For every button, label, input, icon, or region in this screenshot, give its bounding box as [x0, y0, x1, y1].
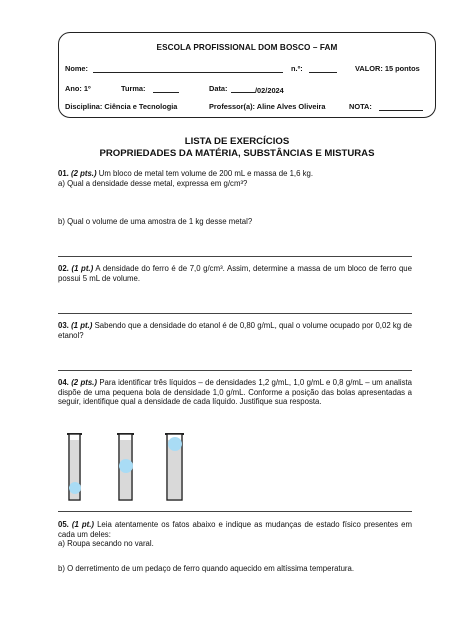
- q5-item-a: a) Roupa secando no varal.: [58, 539, 154, 549]
- separator-3: [58, 370, 412, 371]
- number-label: n.º:: [291, 64, 303, 73]
- subject-label: Disciplina: Ciência e Tecnologia: [65, 102, 178, 111]
- name-label: Nome:: [65, 64, 88, 73]
- tube-3: [165, 434, 184, 500]
- ball-middle: [119, 459, 133, 473]
- q1-item-a: a) Qual a densidade desse metal, expressa em g/cm³?: [58, 178, 248, 188]
- header-box: [58, 32, 436, 118]
- q4-points: (2 pts.): [71, 378, 97, 387]
- q4-text: Para identificar três líquidos – de densidades 1,2 g/mL, 1,0 g/mL e 0,8 g/mL – um analista dispõe de uma pequena bola de densidade 1,0 g/mL. Conforme a posição das bolas apresentadas a seguir, identifique qual a densidade de cada líquido. Justifique sua resposta.: [58, 378, 413, 407]
- date-label: Data:: [209, 84, 228, 93]
- name-field[interactable]: [93, 64, 283, 73]
- q2-points: (1 pt.): [71, 264, 94, 273]
- school-name: ESCOLA PROFISSIONAL DOM BOSCO – FAM: [156, 43, 338, 52]
- q5-item-b: b) O derretimento de um pedaço de ferro quando aquecido em altíssima temperatura.: [58, 564, 355, 573]
- ball-bottom: [69, 482, 81, 494]
- teacher-label: Professor(a): Aline Alves Oliveira: [209, 102, 326, 111]
- question-5: [58, 520, 412, 549]
- q5-points: (1 pt.): [71, 520, 95, 529]
- year-label: Ano: 1º: [65, 84, 91, 93]
- date-day-field[interactable]: [231, 84, 255, 93]
- q4-number: 04.: [58, 378, 69, 387]
- q1-points: (2 pts.): [71, 169, 97, 178]
- q3-points: (1 pt.): [71, 321, 93, 330]
- q2-text: A densidade do ferro é de 7,0 g/cm³. Assim, determine a massa de um bloco de ferro que possui 5 mL de volume.: [58, 264, 412, 283]
- value-label: VALOR: 15 pontos: [355, 64, 420, 73]
- grade-label: NOTA:: [349, 102, 372, 111]
- class-field[interactable]: [153, 84, 179, 93]
- date-value: /02/2024: [255, 86, 284, 95]
- q5-number: 05.: [58, 520, 69, 529]
- tubes-illustration: [60, 424, 220, 504]
- separator-2: [58, 313, 412, 314]
- header-row-date: [59, 84, 435, 96]
- ball-top: [168, 437, 182, 451]
- separator-1: [58, 256, 412, 257]
- list-subtitle: PROPRIEDADES DA MATÉRIA, SUBSTÂNCIAS E MISTURAS: [99, 148, 375, 159]
- grade-field[interactable]: [379, 102, 423, 111]
- q2-number: 02.: [58, 264, 69, 273]
- question-4: [58, 378, 412, 407]
- header-row-name: [59, 64, 435, 76]
- q1-item-b: b) Qual o volume de uma amostra de 1 kg desse metal?: [58, 217, 253, 226]
- tube-2: [117, 434, 134, 500]
- q5-text: Leia atentamente os fatos abaixo e indique as mudanças de estado físico presentes em cada um deles:: [58, 520, 412, 539]
- class-label: Turma:: [121, 84, 146, 93]
- q3-text: Sabendo que a densidade do etanol é de 0,80 g/mL, qual o volume ocupado por 0,02 kg de etanol?: [58, 321, 413, 340]
- question-3: [58, 321, 412, 340]
- q3-number: 03.: [58, 321, 69, 330]
- list-title: LISTA DE EXERCÍCIOS: [184, 136, 290, 147]
- q1-text: Um bloco de metal tem volume de 200 mL e massa de 1,6 kg.: [98, 169, 313, 178]
- q1-number: 01.: [58, 169, 69, 178]
- tube-1: [67, 434, 82, 500]
- header-row-subject: [59, 102, 435, 114]
- question-2: [58, 264, 412, 283]
- number-field[interactable]: [309, 64, 337, 73]
- separator-4: [58, 511, 412, 512]
- question-1: [58, 169, 412, 188]
